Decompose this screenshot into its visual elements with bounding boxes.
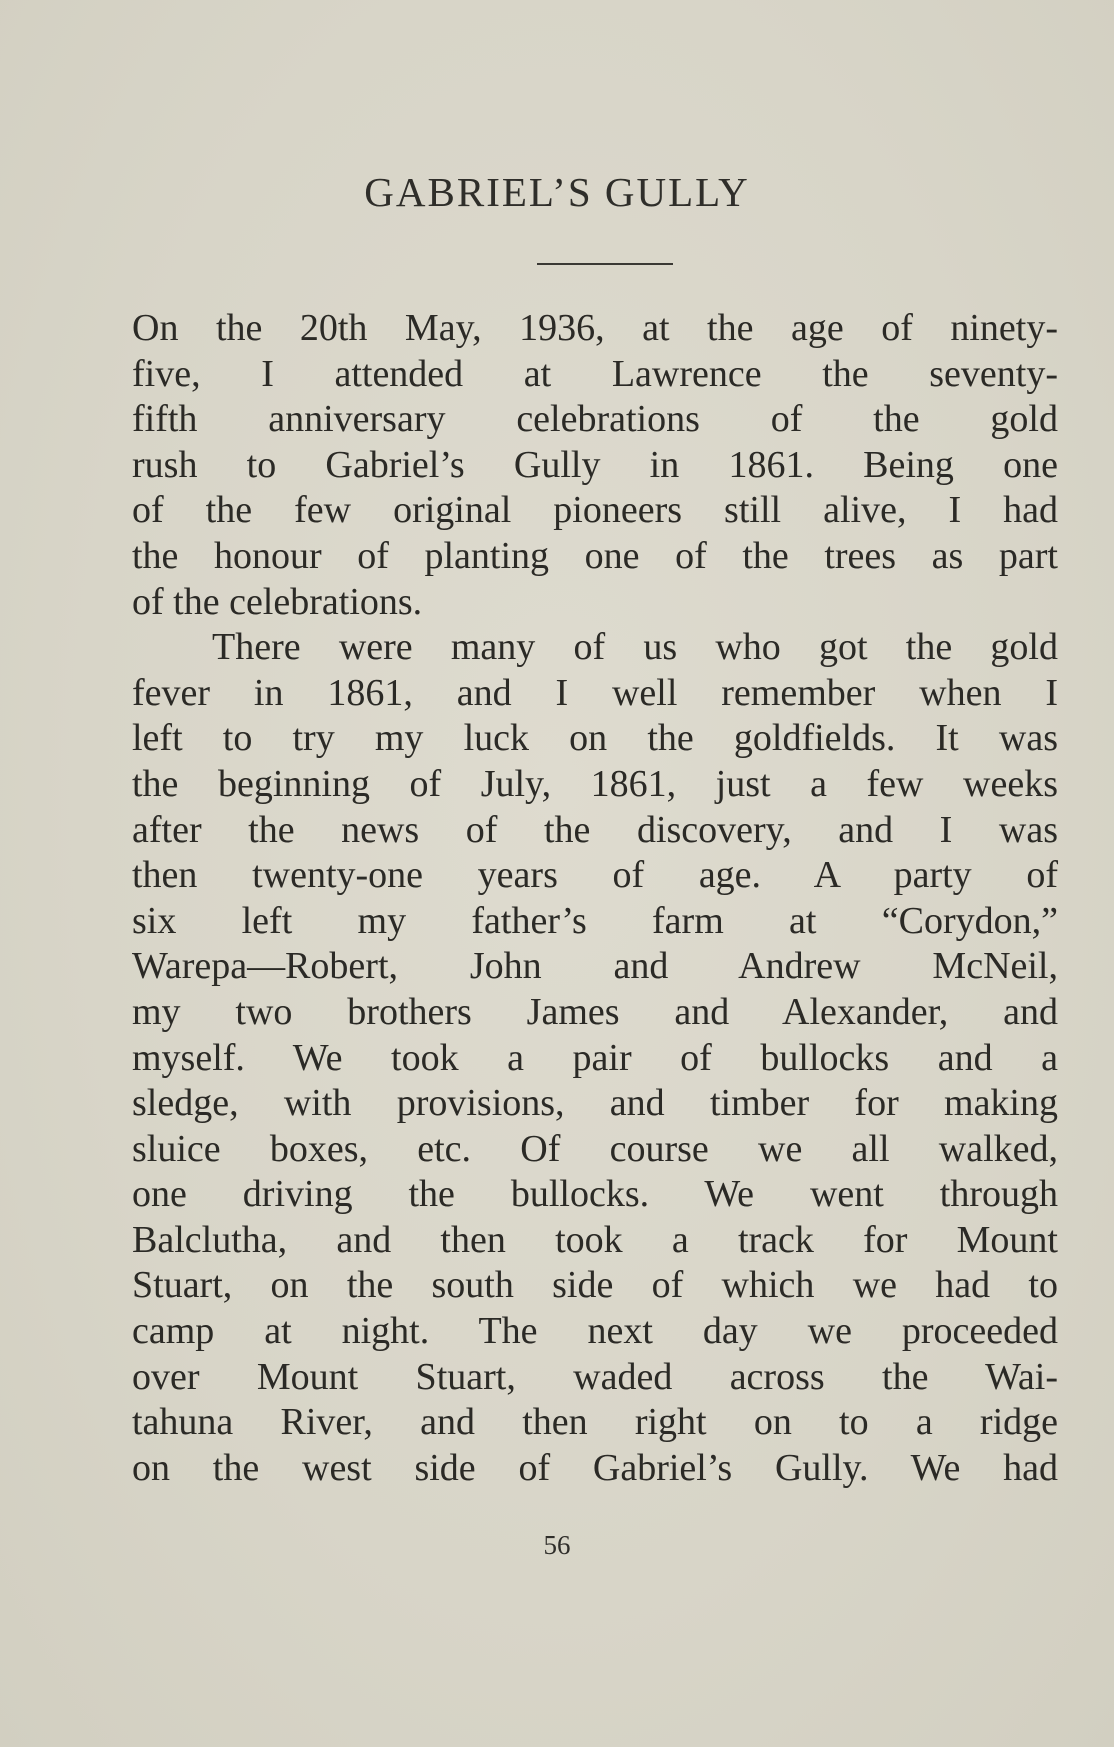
text-line: rush to Gabriel’s Gully in 1861. Being one [132,443,1058,486]
text-line: tahuna River, and then right on to a ridge [132,1401,1058,1444]
text-line: left to try my luck on the goldfields. It was [132,717,1058,760]
text-line: over Mount Stuart, waded across the Wai- [132,1355,1058,1398]
text-line: of the few original pioneers still alive, I had [132,489,1058,532]
text-line: on the west side of Gabriel’s Gully. We had [132,1446,1058,1489]
text-line: There were many of us who got the gold [212,626,1058,669]
text-line: Stuart, on the south side of which we had to [132,1264,1058,1307]
page-number: 56 [543,1530,571,1560]
text-line: the honour of planting one of the trees as part [132,534,1058,577]
text-line: fifth anniversary celebrations of the gold [132,398,1058,441]
text-line: sluice boxes, etc. Of course we all walked, [132,1127,1058,1170]
text-line: Warepa—Robert, John and Andrew McNeil, [132,945,1058,988]
text-line: five, I attended at Lawrence the seventy- [132,352,1058,395]
body-text [132,306,1058,1491]
chapter-title: GABRIEL’S GULLY [364,169,750,215]
title-divider [537,263,673,265]
text-line: Balclutha, and then took a track for Mount [132,1218,1058,1261]
text-line: sledge, with provisions, and timber for making [132,1082,1058,1125]
text-line: camp at night. The next day we proceeded [132,1310,1058,1353]
text-line: the beginning of July, 1861, just a few weeks [132,762,1058,805]
text-line: one driving the bullocks. We went through [132,1173,1058,1216]
text-line: myself. We took a pair of bullocks and a [132,1036,1058,1079]
text-line: of the celebrations. [132,580,423,623]
text-line: fever in 1861, and I well remember when I [132,671,1058,714]
text-line: then twenty-one years of age. A party of [132,854,1058,897]
text-line: six left my father’s farm at “Corydon,” [132,899,1058,942]
text-line: On the 20th May, 1936, at the age of ninety- [132,307,1058,349]
text-line: after the news of the discovery, and I was [132,808,1058,851]
text-line: my two brothers James and Alexander, and [132,990,1058,1033]
